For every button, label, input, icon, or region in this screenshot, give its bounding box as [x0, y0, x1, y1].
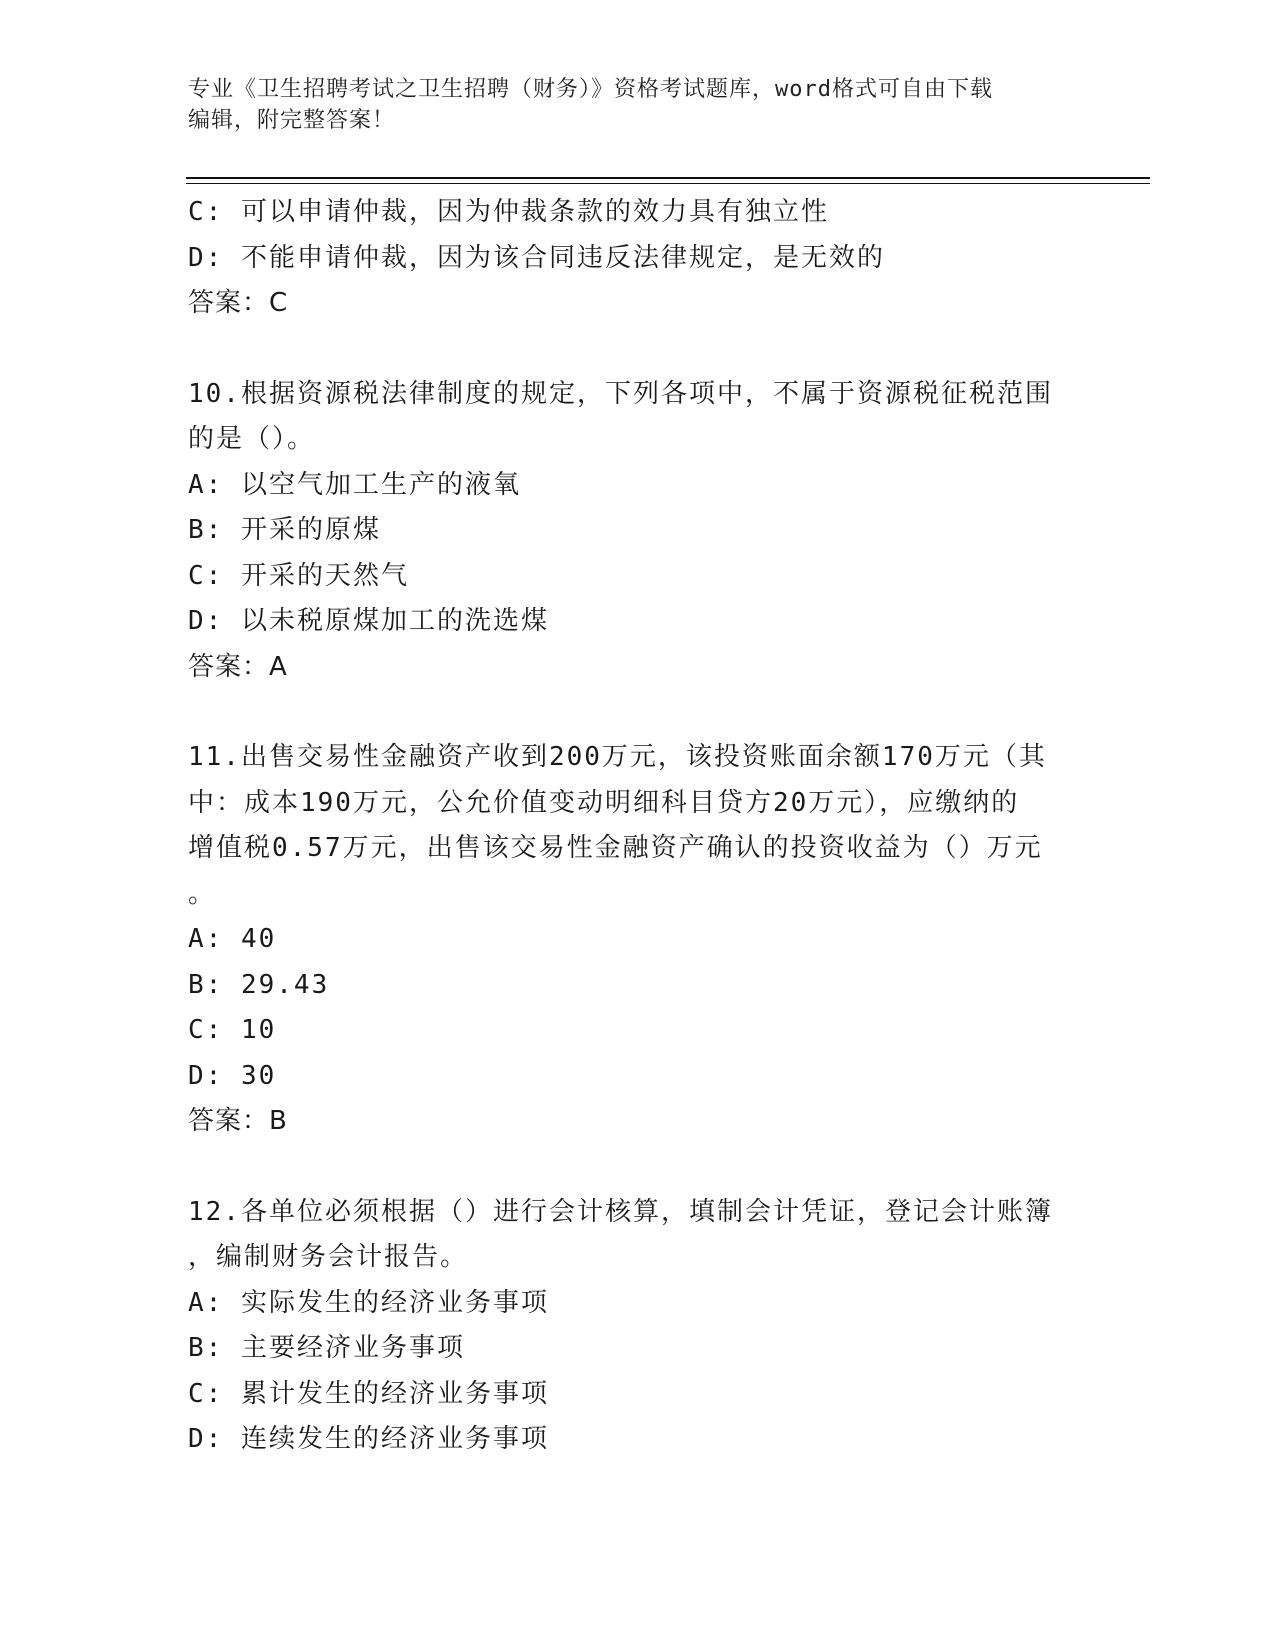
question-stem-line: 增值税0.57万元，出售该交易性金融资产确认的投资收益为（）万元 — [188, 833, 1043, 863]
option-a: A: 以空气加工生产的液氧 — [188, 469, 521, 500]
question-10 — [188, 372, 1088, 691]
document-body — [188, 190, 1088, 1463]
document-header — [188, 74, 1068, 136]
question-stem-line: 12.各单位必须根据（）进行会计核算，填制会计凭证，登记会计账簿 — [188, 1196, 1053, 1227]
answer-label: 答案：C — [188, 288, 289, 318]
answer-label: 答案：B — [188, 1106, 288, 1136]
header-line-2: 编辑，附完整答案！ — [188, 108, 396, 133]
spacer — [188, 327, 1088, 372]
question-12 — [188, 1190, 1088, 1463]
option-a: A: 40 — [188, 924, 277, 954]
option-d: D: 连续发生的经济业务事项 — [188, 1424, 549, 1454]
question-stem-line: 10.根据资源税法律制度的规定，下列各项中，不属于资源税征税范围 — [188, 378, 1053, 409]
option-d: D: 30 — [188, 1060, 277, 1091]
option-d: D: 以未税原煤加工的洗选煤 — [188, 606, 549, 636]
header-divider-thick — [186, 177, 1150, 179]
option-a: A: 实际发生的经济业务事项 — [188, 1287, 549, 1318]
header-line-1: 专业《卫生招聘考试之卫生招聘（财务）》资格考试题库，word格式可自由下载 — [188, 77, 993, 102]
option-b: B: 主要经济业务事项 — [188, 1333, 465, 1363]
option-c: C: 累计发生的经济业务事项 — [188, 1378, 549, 1409]
spacer — [188, 690, 1088, 735]
question-9-tail — [188, 190, 1088, 327]
question-stem-line: 中：成本190万元，公允价值变动明细科目贷方20万元），应缴纳的 — [188, 787, 1020, 818]
option-c: C: 10 — [188, 1015, 277, 1045]
option-d: D: 不能申请仲裁，因为该合同违反法律规定，是无效的 — [188, 242, 885, 273]
question-stem-line: 11.出售交易性金融资产收到200万元，该投资账面余额170万元（其 — [188, 742, 1047, 772]
question-stem-line: 的是（）。 — [188, 424, 316, 454]
option-b: B: 29.43 — [188, 969, 330, 1000]
question-stem-line: 。 — [188, 878, 217, 909]
option-b: B: 开采的原煤 — [188, 515, 381, 545]
answer-label: 答案：A — [188, 651, 288, 682]
question-stem-line: ，编制财务会计报告。 — [188, 1242, 469, 1272]
spacer — [188, 1145, 1088, 1190]
header-divider-thin — [186, 183, 1150, 184]
question-11 — [188, 735, 1088, 1145]
option-c: C: 开采的天然气 — [188, 560, 409, 591]
option-c: C: 可以申请仲裁，因为仲裁条款的效力具有独立性 — [188, 197, 829, 227]
